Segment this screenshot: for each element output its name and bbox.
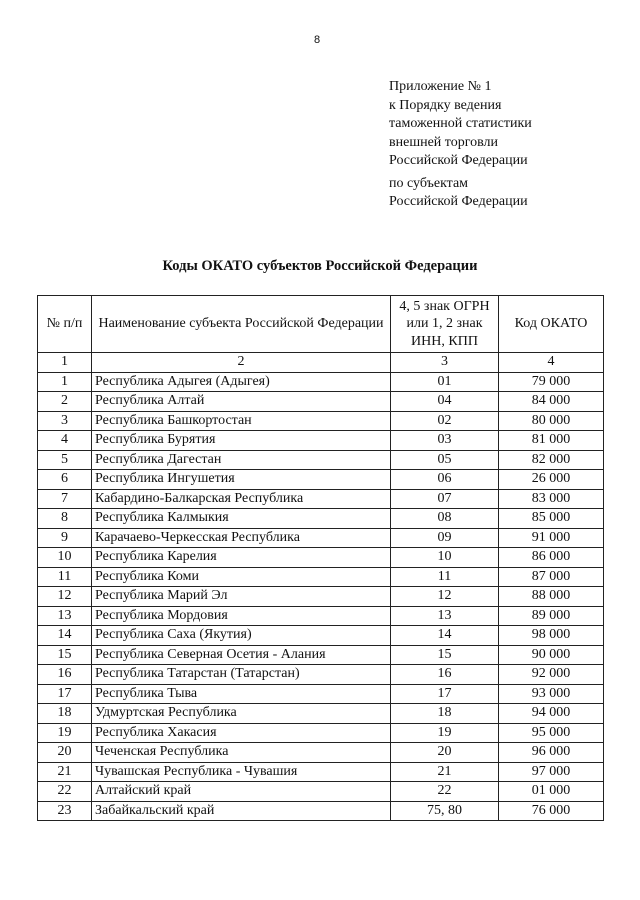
appendix-line: таможенной статистики (389, 116, 532, 131)
header-subject-name: Наименование субъекта Российской Федерации (92, 296, 391, 353)
okato-code: 79 000 (499, 372, 604, 392)
table-row (38, 431, 604, 451)
subject-name: Республика Мордовия (92, 606, 391, 626)
row-number: 5 (38, 450, 92, 470)
column-number: 3 (391, 353, 499, 373)
table-row (38, 392, 604, 412)
okato-code: 88 000 (499, 587, 604, 607)
subject-name: Республика Хакасия (92, 723, 391, 743)
row-number: 9 (38, 528, 92, 548)
row-number: 7 (38, 489, 92, 509)
subject-name: Республика Адыгея (Адыгея) (92, 372, 391, 392)
row-number: 4 (38, 431, 92, 451)
okato-code: 87 000 (499, 567, 604, 587)
table-header-row (38, 296, 604, 353)
subject-name: Забайкальский край (92, 801, 391, 821)
table-row (38, 489, 604, 509)
okato-code: 95 000 (499, 723, 604, 743)
row-number: 15 (38, 645, 92, 665)
inn-code: 03 (391, 431, 499, 451)
table-row (38, 801, 604, 821)
inn-code: 16 (391, 665, 499, 685)
okato-code: 84 000 (499, 392, 604, 412)
row-number: 16 (38, 665, 92, 685)
subject-name: Чувашская Республика - Чувашия (92, 762, 391, 782)
table-row (38, 606, 604, 626)
row-number: 14 (38, 626, 92, 646)
subject-name: Республика Карелия (92, 548, 391, 568)
row-number: 19 (38, 723, 92, 743)
okato-code: 85 000 (499, 509, 604, 529)
subject-name: Карачаево-Черкесская Республика (92, 528, 391, 548)
subject-name: Республика Алтай (92, 392, 391, 412)
subject-name: Алтайский край (92, 782, 391, 802)
header-inn-code: 4, 5 знак ОГРН или 1, 2 знак ИНН, КПП (391, 296, 499, 353)
inn-code: 06 (391, 470, 499, 490)
subject-name: Республика Марий Эл (92, 587, 391, 607)
okato-code: 81 000 (499, 431, 604, 451)
table-row (38, 587, 604, 607)
page-number: 8 (314, 34, 321, 46)
subject-name: Удмуртская Республика (92, 704, 391, 724)
table-row (38, 704, 604, 724)
column-number: 2 (92, 353, 391, 373)
table-row (38, 548, 604, 568)
inn-code: 75, 80 (391, 801, 499, 821)
inn-code: 17 (391, 684, 499, 704)
row-number: 18 (38, 704, 92, 724)
inn-code: 01 (391, 372, 499, 392)
table-row (38, 411, 604, 431)
subject-name: Республика Дагестан (92, 450, 391, 470)
row-number: 21 (38, 762, 92, 782)
appendix-line: по субъектам (389, 175, 469, 191)
table-row (38, 723, 604, 743)
okato-code: 80 000 (499, 411, 604, 431)
table-row (38, 645, 604, 665)
row-number: 11 (38, 567, 92, 587)
row-number: 12 (38, 587, 92, 607)
row-number: 10 (38, 548, 92, 568)
table-row (38, 509, 604, 529)
okato-code: 82 000 (499, 450, 604, 470)
table-row (38, 782, 604, 802)
okato-code: 91 000 (499, 528, 604, 548)
row-number: 3 (38, 411, 92, 431)
okato-code: 01 000 (499, 782, 604, 802)
row-number: 20 (38, 743, 92, 763)
row-number: 23 (38, 801, 92, 821)
row-number: 22 (38, 782, 92, 802)
okato-table (37, 295, 604, 821)
appendix-line: внешней торговли (389, 134, 499, 150)
column-number: 4 (499, 353, 604, 373)
inn-code: 18 (391, 704, 499, 724)
subject-name: Республика Бурятия (92, 431, 391, 451)
subject-name: Республика Саха (Якутия) (92, 626, 391, 646)
okato-code: 26 000 (499, 470, 604, 490)
okato-code: 83 000 (499, 489, 604, 509)
inn-code: 05 (391, 450, 499, 470)
column-number: 1 (38, 353, 92, 373)
row-number: 17 (38, 684, 92, 704)
subject-name: Республика Тыва (92, 684, 391, 704)
inn-code: 02 (391, 411, 499, 431)
okato-code: 86 000 (499, 548, 604, 568)
table-row (38, 626, 604, 646)
inn-code: 11 (391, 567, 499, 587)
inn-code: 21 (391, 762, 499, 782)
appendix-line: Российской Федерации (389, 153, 528, 168)
table-row (38, 567, 604, 587)
okato-code: 90 000 (499, 645, 604, 665)
row-number: 13 (38, 606, 92, 626)
inn-code: 07 (391, 489, 499, 509)
appendix-note (389, 78, 532, 212)
header-okato-code: Код ОКАТО (499, 296, 604, 353)
okato-code: 96 000 (499, 743, 604, 763)
table-row (38, 762, 604, 782)
inn-code: 15 (391, 645, 499, 665)
table-row (38, 665, 604, 685)
inn-code: 10 (391, 548, 499, 568)
table-row (38, 743, 604, 763)
appendix-line: к Порядку ведения (389, 97, 502, 113)
inn-code: 12 (391, 587, 499, 607)
subject-name: Республика Татарстан (Татарстан) (92, 665, 391, 685)
header-number: № п/п (38, 296, 92, 353)
subject-name: Республика Коми (92, 567, 391, 587)
appendix-line: Приложение № 1 (389, 79, 492, 94)
okato-code: 93 000 (499, 684, 604, 704)
okato-code: 98 000 (499, 626, 604, 646)
table-row (38, 684, 604, 704)
okato-code: 92 000 (499, 665, 604, 685)
row-number: 6 (38, 470, 92, 490)
row-number: 8 (38, 509, 92, 529)
document-title: Коды ОКАТО субъектов Российской Федерации (162, 258, 478, 274)
subject-name: Кабардино-Балкарская Республика (92, 489, 391, 509)
inn-code: 14 (391, 626, 499, 646)
inn-code: 20 (391, 743, 499, 763)
inn-code: 09 (391, 528, 499, 548)
table-row (38, 372, 604, 392)
subject-name: Чеченская Республика (92, 743, 391, 763)
inn-code: 22 (391, 782, 499, 802)
subject-name: Республика Северная Осетия - Алания (92, 645, 391, 665)
subject-name: Республика Башкортостан (92, 411, 391, 431)
row-number: 1 (38, 372, 92, 392)
inn-code: 08 (391, 509, 499, 529)
okato-code: 94 000 (499, 704, 604, 724)
okato-code: 76 000 (499, 801, 604, 821)
subject-name: Республика Калмыкия (92, 509, 391, 529)
subject-name: Республика Ингушетия (92, 470, 391, 490)
row-number: 2 (38, 392, 92, 412)
okato-code: 89 000 (499, 606, 604, 626)
table-row (38, 470, 604, 490)
appendix-line: Российской Федерации (389, 194, 528, 209)
inn-code: 04 (391, 392, 499, 412)
inn-code: 13 (391, 606, 499, 626)
okato-code: 97 000 (499, 762, 604, 782)
inn-code: 19 (391, 723, 499, 743)
table-row (38, 528, 604, 548)
column-number-row (38, 353, 604, 373)
table-row (38, 450, 604, 470)
